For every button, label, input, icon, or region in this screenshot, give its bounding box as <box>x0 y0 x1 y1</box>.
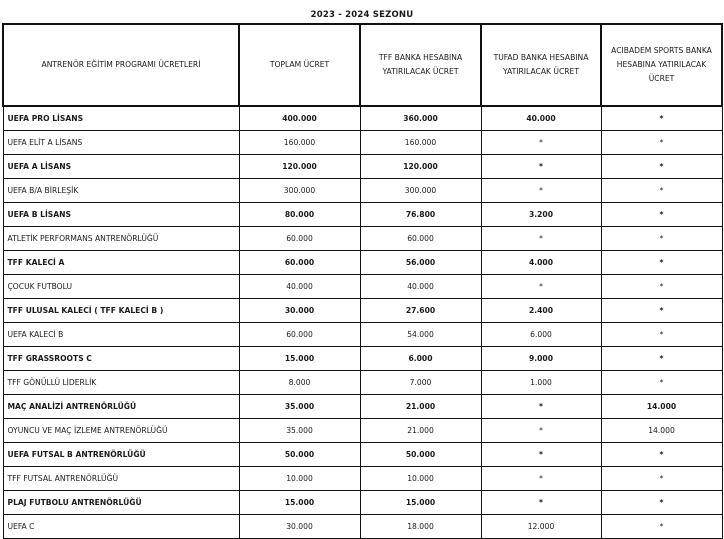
tufad-fee-cell: 40.000 <box>481 106 601 131</box>
tufad-fee-cell: 9.000 <box>481 347 601 371</box>
acibadem-fee-cell: * <box>601 203 722 227</box>
program-name-cell: UEFA ELİT A LİSANS <box>3 131 239 155</box>
tff-fee-cell: 7.000 <box>360 371 481 395</box>
program-name-cell: PLAJ FUTBOLU ANTRENÖRLÜĞÜ <box>3 491 239 515</box>
program-name-cell: UEFA PRO LİSANS <box>3 106 239 131</box>
program-name-cell: UEFA FUTSAL B ANTRENÖRLÜĞÜ <box>3 443 239 467</box>
acibadem-fee-cell: * <box>601 515 722 539</box>
program-name-cell: UEFA A LİSANS <box>3 155 239 179</box>
tff-fee-cell: 56.000 <box>360 251 481 275</box>
fee-table <box>2 23 723 539</box>
acibadem-fee-cell: * <box>601 467 722 491</box>
table-row <box>3 299 722 323</box>
total-fee-cell: 15.000 <box>239 491 360 515</box>
acibadem-fee-cell: * <box>601 347 722 371</box>
tufad-fee-cell: * <box>481 275 601 299</box>
total-fee-cell: 60.000 <box>239 227 360 251</box>
season-title: 2023 - 2024 SEZONU <box>310 10 414 20</box>
tufad-fee-cell: * <box>481 155 601 179</box>
total-fee-cell: 35.000 <box>239 419 360 443</box>
table-row <box>3 251 722 275</box>
tufad-fee-cell: * <box>481 467 601 491</box>
tufad-fee-cell: 12.000 <box>481 515 601 539</box>
table-row <box>3 323 722 347</box>
total-fee-cell: 15.000 <box>239 347 360 371</box>
program-name-cell: TFF GÖNÜLLÜ LİDERLİK <box>3 371 239 395</box>
acibadem-fee-cell: * <box>601 179 722 203</box>
header-acibadem-account: ACIBADEM SPORTS BANKA HESABINA YATIRILACAK ÜCRET <box>601 24 722 106</box>
tff-fee-cell: 76.800 <box>360 203 481 227</box>
acibadem-fee-cell: * <box>601 131 722 155</box>
tufad-fee-cell: * <box>481 227 601 251</box>
tff-fee-cell: 40.000 <box>360 275 481 299</box>
tff-fee-cell: 27.600 <box>360 299 481 323</box>
table-row <box>3 419 722 443</box>
total-fee-cell: 8.000 <box>239 371 360 395</box>
table-row <box>3 275 722 299</box>
program-name-cell: UEFA B/A BİRLEŞİK <box>3 179 239 203</box>
table-row <box>3 106 722 131</box>
total-fee-cell: 30.000 <box>239 515 360 539</box>
program-name-cell: TFF GRASSROOTS C <box>3 347 239 371</box>
tufad-fee-cell: * <box>481 419 601 443</box>
total-fee-cell: 60.000 <box>239 323 360 347</box>
tff-fee-cell: 21.000 <box>360 395 481 419</box>
header-total-fee: TOPLAM ÜCRET <box>239 24 360 106</box>
acibadem-fee-cell: * <box>601 371 722 395</box>
total-fee-cell: 30.000 <box>239 299 360 323</box>
header-tff-account: TFF BANKA HESABINA YATIRILACAK ÜCRET <box>360 24 481 106</box>
tufad-fee-cell: * <box>481 395 601 419</box>
header-row <box>3 24 722 106</box>
tufad-fee-cell: 3.200 <box>481 203 601 227</box>
acibadem-fee-cell: 14.000 <box>601 419 722 443</box>
program-name-cell: ATLETİK PERFORMANS ANTRENÖRLÜĞÜ <box>3 227 239 251</box>
program-name-cell: UEFA KALECİ B <box>3 323 239 347</box>
acibadem-fee-cell: * <box>601 106 722 131</box>
total-fee-cell: 160.000 <box>239 131 360 155</box>
acibadem-fee-cell: * <box>601 491 722 515</box>
tff-fee-cell: 18.000 <box>360 515 481 539</box>
table-row <box>3 203 722 227</box>
tff-fee-cell: 160.000 <box>360 131 481 155</box>
program-name-cell: TFF ULUSAL KALECİ ( TFF KALECİ B ) <box>3 299 239 323</box>
tufad-fee-cell: * <box>481 131 601 155</box>
table-row <box>3 395 722 419</box>
table-row <box>3 179 722 203</box>
tff-fee-cell: 120.000 <box>360 155 481 179</box>
tff-fee-cell: 300.000 <box>360 179 481 203</box>
total-fee-cell: 40.000 <box>239 275 360 299</box>
acibadem-fee-cell: 14.000 <box>601 395 722 419</box>
header-program: ANTRENÖR EĞİTİM PROGRAMI ÜCRETLERİ <box>3 24 239 106</box>
acibadem-fee-cell: * <box>601 323 722 347</box>
table-row <box>3 155 722 179</box>
table-row <box>3 227 722 251</box>
table-row <box>3 131 722 155</box>
table-row <box>3 347 722 371</box>
tufad-fee-cell: * <box>481 443 601 467</box>
total-fee-cell: 80.000 <box>239 203 360 227</box>
table-row <box>3 515 722 539</box>
table-row <box>3 371 722 395</box>
tff-fee-cell: 50.000 <box>360 443 481 467</box>
program-name-cell: UEFA C <box>3 515 239 539</box>
total-fee-cell: 60.000 <box>239 251 360 275</box>
table-row <box>3 491 722 515</box>
total-fee-cell: 300.000 <box>239 179 360 203</box>
program-name-cell: ÇOCUK FUTBOLU <box>3 275 239 299</box>
program-name-cell: TFF FUTSAL ANTRENÖRLÜĞÜ <box>3 467 239 491</box>
tff-fee-cell: 10.000 <box>360 467 481 491</box>
tufad-fee-cell: 1.000 <box>481 371 601 395</box>
total-fee-cell: 50.000 <box>239 443 360 467</box>
acibadem-fee-cell: * <box>601 275 722 299</box>
acibadem-fee-cell: * <box>601 155 722 179</box>
acibadem-fee-cell: * <box>601 227 722 251</box>
header-tufad-account: TUFAD BANKA HESABINA YATIRILACAK ÜCRET <box>481 24 601 106</box>
acibadem-fee-cell: * <box>601 251 722 275</box>
acibadem-fee-cell: * <box>601 443 722 467</box>
tff-fee-cell: 21.000 <box>360 419 481 443</box>
acibadem-fee-cell: * <box>601 299 722 323</box>
tff-fee-cell: 6.000 <box>360 347 481 371</box>
program-name-cell: UEFA B LİSANS <box>3 203 239 227</box>
table-row <box>3 467 722 491</box>
total-fee-cell: 400.000 <box>239 106 360 131</box>
table-row <box>3 443 722 467</box>
tufad-fee-cell: * <box>481 179 601 203</box>
program-name-cell: OYUNCU VE MAÇ İZLEME ANTRENÖRLÜĞÜ <box>3 419 239 443</box>
tufad-fee-cell: 2.400 <box>481 299 601 323</box>
tufad-fee-cell: * <box>481 491 601 515</box>
program-name-cell: MAÇ ANALİZİ ANTRENÖRLÜĞÜ <box>3 395 239 419</box>
program-name-cell: TFF KALECİ A <box>3 251 239 275</box>
fee-table-body <box>3 106 722 539</box>
tff-fee-cell: 60.000 <box>360 227 481 251</box>
tff-fee-cell: 360.000 <box>360 106 481 131</box>
tff-fee-cell: 15.000 <box>360 491 481 515</box>
tff-fee-cell: 54.000 <box>360 323 481 347</box>
tufad-fee-cell: 4.000 <box>481 251 601 275</box>
total-fee-cell: 10.000 <box>239 467 360 491</box>
total-fee-cell: 35.000 <box>239 395 360 419</box>
total-fee-cell: 120.000 <box>239 155 360 179</box>
tufad-fee-cell: 6.000 <box>481 323 601 347</box>
